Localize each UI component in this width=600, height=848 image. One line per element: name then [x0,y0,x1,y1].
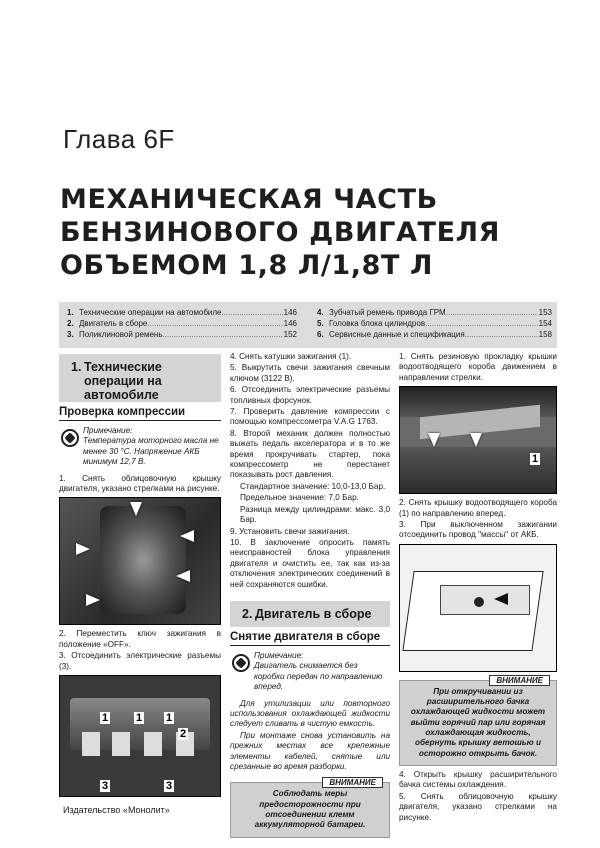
battery-illustration [399,544,557,672]
toc-page: 146 [283,319,297,328]
toc-text: Зубчатый ремень привода ГРМ [329,308,446,317]
warning-box [399,675,557,766]
note-body: Двигатель снимается без коробки передач по направлению вперед. [254,661,383,692]
toc-num: 1. [67,308,74,317]
paragraph: При монтаже снова установить на прежних местах все крепежные элементы кабелей, снятые или срезанные во время разборки. [230,730,390,771]
subheading: Проверка компрессии [59,406,221,421]
toc-entry[interactable] [67,329,297,340]
toc-text: Технические операции на автомобиле [79,308,222,317]
column-1 [59,352,221,801]
toc-column-left [67,307,297,340]
callout-label: 3 [166,780,173,793]
coil-shape [82,732,100,756]
publisher-footer: Издательство «Монолит» [63,805,170,815]
warning-tag: ВНИМАНИЕ [322,777,383,788]
table-of-contents [59,302,557,348]
terminal-shape [474,597,484,607]
water-box-photo [399,386,557,494]
coil-shape [112,732,130,756]
toc-num: 5. [317,319,324,328]
step-text: 3. Отсоединить электрические разъемы (3). [59,651,221,671]
toc-page: 158 [538,330,552,339]
step-text: 8. Второй механик должен полностью выжать педаль акселератора и в то же время прокручивать стартер, пока компрессометр не перестанет показывать рост давления. [230,428,390,480]
toc-text: Сервисные данные и спецификация [329,330,465,339]
step-text: 4. Открыть крышку расширительного бачка системы охлаждения. [399,769,557,790]
title-line: БЕНЗИНОВОГО ДВИГАТЕЛЯ [60,217,501,248]
spec-value: Предельное значение: 7,0 Бар. [240,493,359,503]
step-text: 2. Переместить ключ зажигания в положение «OFF». [59,629,221,649]
arrow-icon [180,530,194,542]
warning-text: При откручивании из расширительного бачка охлаждающей жидкости может выйти горячий пар или горячая охлаждающая жидкость, обернуть крышку ветошью и осторожно открыть бачок. [410,686,546,758]
title-line: МЕХАНИЧЕСКАЯ ЧАСТЬ [60,184,438,215]
title-line: ОБЪЕМОМ 1,8 Л/1,8Т Л [60,250,434,281]
step-text: 1. Снять облицовочную крышку двигателя, указано стрелками на рисунке. [59,473,221,494]
step-text: 9. Установить свечи зажигания. [230,526,350,536]
callout-label: 1 [136,712,143,725]
toc-text: Двигатель в сборе [79,319,148,328]
step-text: 3. При выключенном зажигании отсоединить провод "массы" от АКБ. [399,520,557,540]
step-text: 10. В заключение опросить память неисправностей блока управления двигателя и очистить ее, так как из-за отключения электрических соединений в ней сохраняются ошибки. [230,537,390,589]
callout-label: 2 [180,728,187,741]
note-heading: Примечание: [83,426,133,435]
callout-label: 1 [166,712,173,725]
note-heading: Примечание: [254,650,304,660]
ignition-coils-photo [59,675,221,797]
toc-leader [446,307,538,318]
spec-value: Разница между цилиндрами: макс. 3,0 Бар. [240,504,390,525]
warning-box [230,778,390,837]
step-text: 2. Снять крышку водоотводящего короба (1) по направлению вперед. [399,498,557,518]
engine-cover-shape [100,506,186,614]
note-body: Температура моторного масла не менее 30 °С. Напряжение АКБ минимум 12,7 В. [83,436,219,467]
note-block [230,651,390,693]
section-title: Двигатель в сборе [255,606,372,621]
toc-num: 6. [317,330,324,339]
toc-page: 154 [538,319,552,328]
section-heading [59,354,221,402]
toc-leader [465,329,538,340]
spec-value: Стандартное значение: 10,0-13,0 Бар. [240,481,386,491]
toc-entry[interactable] [317,329,552,340]
step-text: 4. Снять катушки зажигания (1). [230,352,352,361]
chapter-label: Глава 6F [63,124,175,154]
arrow-icon [470,433,482,447]
toc-num: 3. [67,330,74,339]
coil-shape [144,732,162,756]
toc-leader [163,329,283,340]
section-number: 1. [71,360,82,374]
arrow-icon [76,543,90,555]
toc-num: 4. [317,308,324,317]
column-2 [230,352,390,842]
note-icon [61,429,79,447]
toc-leader [425,318,538,329]
section-number: 2. [242,606,253,621]
warning-tag: ВНИМАНИЕ [489,675,550,686]
engine-cover-photo [59,497,221,625]
toc-entry[interactable] [67,307,297,318]
toc-column-right [317,307,552,340]
warning-text: Соблюдать меры предосторожности при отсоединении клемм аккумуляторной батареи. [254,789,366,830]
callout-label: 1 [532,453,539,466]
arrow-icon [494,593,508,605]
toc-leader [221,307,282,318]
paragraph: Для утилизации или повторного использования охлаждающей жидкости следует сливать в чистую емкость. [230,698,390,729]
arrow-icon [428,433,440,447]
step-text: 7. Проверить давление компрессии с помощью компрессометра V.A.G 1763. [230,407,390,427]
toc-page: 153 [538,308,552,317]
chapter-title [60,183,500,282]
battery-top [440,585,530,615]
section-title: Технические операции на автомобиле [84,360,162,402]
toc-num: 2. [67,319,74,328]
callout-label: 1 [102,712,109,725]
toc-text: Поликлиновой ремень [79,330,163,339]
callout-label: 3 [102,780,109,793]
step-text: 1. Снять резиновую прокладку крышки водоотводящего короба движением в направлении стрелки. [399,352,557,382]
toc-leader [147,318,282,329]
section-heading [230,601,390,627]
toc-entry[interactable] [317,307,552,318]
step-text: 5. Снять облицовочную крышку двигателя, указано стрелками на рисунке. [399,791,557,822]
toc-page: 146 [283,308,297,317]
arrow-icon [86,594,100,606]
step-text: 6. Отсоединить электрические разъемы топливных форсунок. [230,385,390,405]
toc-entry[interactable] [317,318,552,329]
note-block [59,426,221,468]
subheading: Снятие двигателя в сборе [230,631,390,646]
toc-entry[interactable] [67,318,297,329]
arrow-icon [130,502,142,516]
arrow-icon [176,570,190,582]
column-3 [399,352,557,824]
toc-text: Головка блока цилиндров [329,319,426,328]
note-icon [232,654,250,672]
toc-page: 152 [283,330,297,339]
step-text: 5. Выкрутить свечи зажигания свечным ключом (3122 B). [230,363,390,383]
